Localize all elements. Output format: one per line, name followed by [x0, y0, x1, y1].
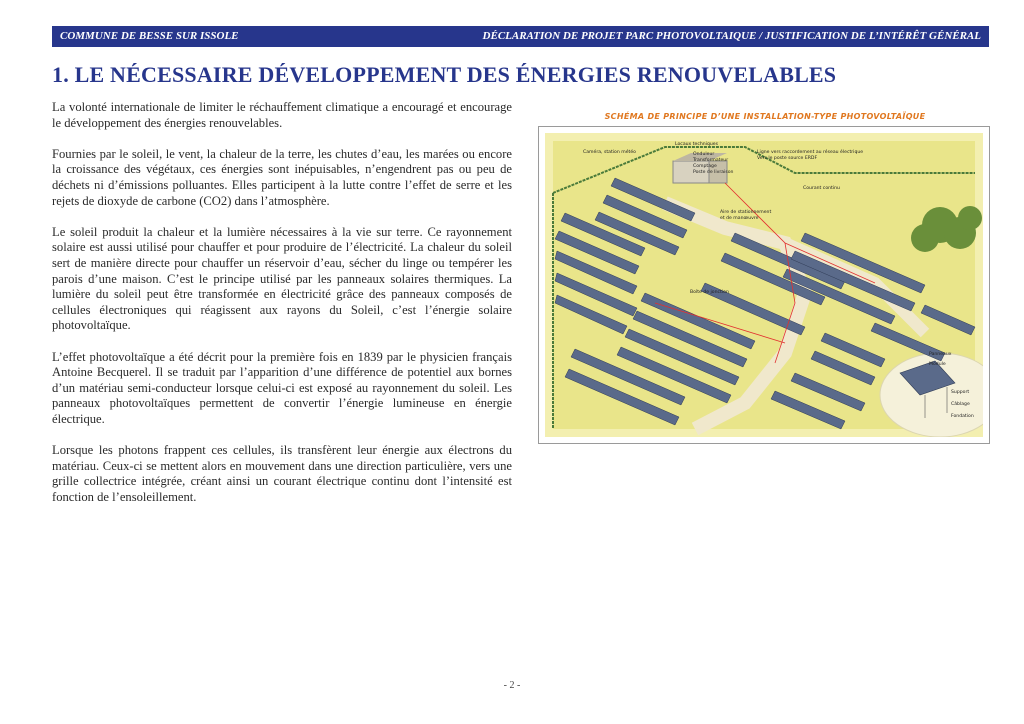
label-aire-2: et de manœuvre [720, 216, 759, 221]
label-boite: Boîte de jonction [690, 290, 729, 295]
solar-plant-figure [538, 126, 990, 444]
label-ligne-2: Vers le poste source ERDF [757, 156, 818, 161]
header-right: DÉCLARATION DE PROJET PARC PHOTOVOLTAIQUE / JUSTIFICATION DE L’INTÉRÊT GÉNÉRAL [482, 30, 981, 42]
label-comptage: Comptage [693, 164, 717, 169]
label-poste: Poste de livraison [693, 170, 734, 175]
paragraph: Lorsque les photons frappent ces cellules, ils transfèrent leur énergie aux électrons du matériau. Ceux-ci se mettent alors en mouvement dans une direction particulière, vers une grille collectrice intégrée, créant ainsi un courant électrique continu dont l’intensité est fonction de l’ensoleillement. [52, 443, 512, 504]
figure-caption: SCHÉMA DE PRINCIPE D’UNE INSTALLATION-TYPE PHOTOVOLTAÏQUE [604, 112, 926, 121]
label-locaux: Locaux techniques [675, 142, 719, 147]
body-text [52, 100, 512, 521]
page-title: 1. LE NÉCESSAIRE DÉVELOPPEMENT DES ÉNERGIES RENOUVELABLES [52, 62, 837, 87]
label-panneaux: Panneaux [929, 352, 952, 357]
header-bar [52, 26, 989, 47]
paragraph: La volonté internationale de limiter le réchauffement climatique a encouragé et encourage le développement des énergies renouvelables. [52, 100, 512, 130]
label-module: Module [929, 362, 946, 367]
label-ligne-1: Ligne vers raccordement au réseau électrique [757, 150, 864, 155]
paragraph: L’effet photovoltaïque a été décrit pour la première fois en 1839 par le physicien français Antoine Becquerel. Il se traduit par l’apparition d’une différence de potentiel aux bornes d’un matériau semi-conducteur lorsque celui-ci est exposé au rayonnement du soleil. Les panneaux photovoltaïques permettent de convertir l’énergie lumineuse en énergie électrique. [52, 349, 512, 426]
label-fondation: Fondation [951, 414, 974, 419]
label-courant: Courant continu [803, 186, 840, 191]
paragraph: Le soleil produit la chaleur et la lumière nécessaires à la vie sur terre. Ce rayonnement solaire est aussi utilisé pour chauffer et pour produire de l’électricité. La chaleur du soleil sert de manière directe pour chauffer un réservoir d’eau, sécher du linge ou tempérer les parois d’une maison. C’est le principe utilisé par les panneaux solaires thermiques. La lumière du soleil peut être transformée en électricité grâce des panneaux composés de cellules électroniques qui réagissent aux rayons du Soleil, c’est l’énergie solaire photovoltaïque. [52, 224, 512, 333]
label-onduleur: Onduleur [693, 152, 715, 157]
paragraph: Fournies par le soleil, le vent, la chaleur de la terre, les chutes d’eau, les marées ou encore la croissance des végétaux, ces énergies sont inépuisables, n’engendrent pas ou peu de déchets ni d’émissions polluantes. Elles participent à la lutte contre l’effet de serre et les rejets de dioxyde de carbone (CO2) dans l’atmosphère. [52, 146, 512, 208]
label-cablage: Câblage [951, 402, 970, 407]
label-aire-1: Aire de stationnement [720, 210, 772, 215]
label-camera: Caméra, station météo [583, 150, 636, 155]
header-left: COMMUNE DE BESSE SUR ISSOLE [60, 30, 239, 42]
label-transformateur: Transformateur [693, 158, 729, 163]
solar-plant-illustration [545, 133, 983, 437]
label-support: Support [951, 390, 970, 395]
page-number: - 2 - [503, 680, 521, 691]
